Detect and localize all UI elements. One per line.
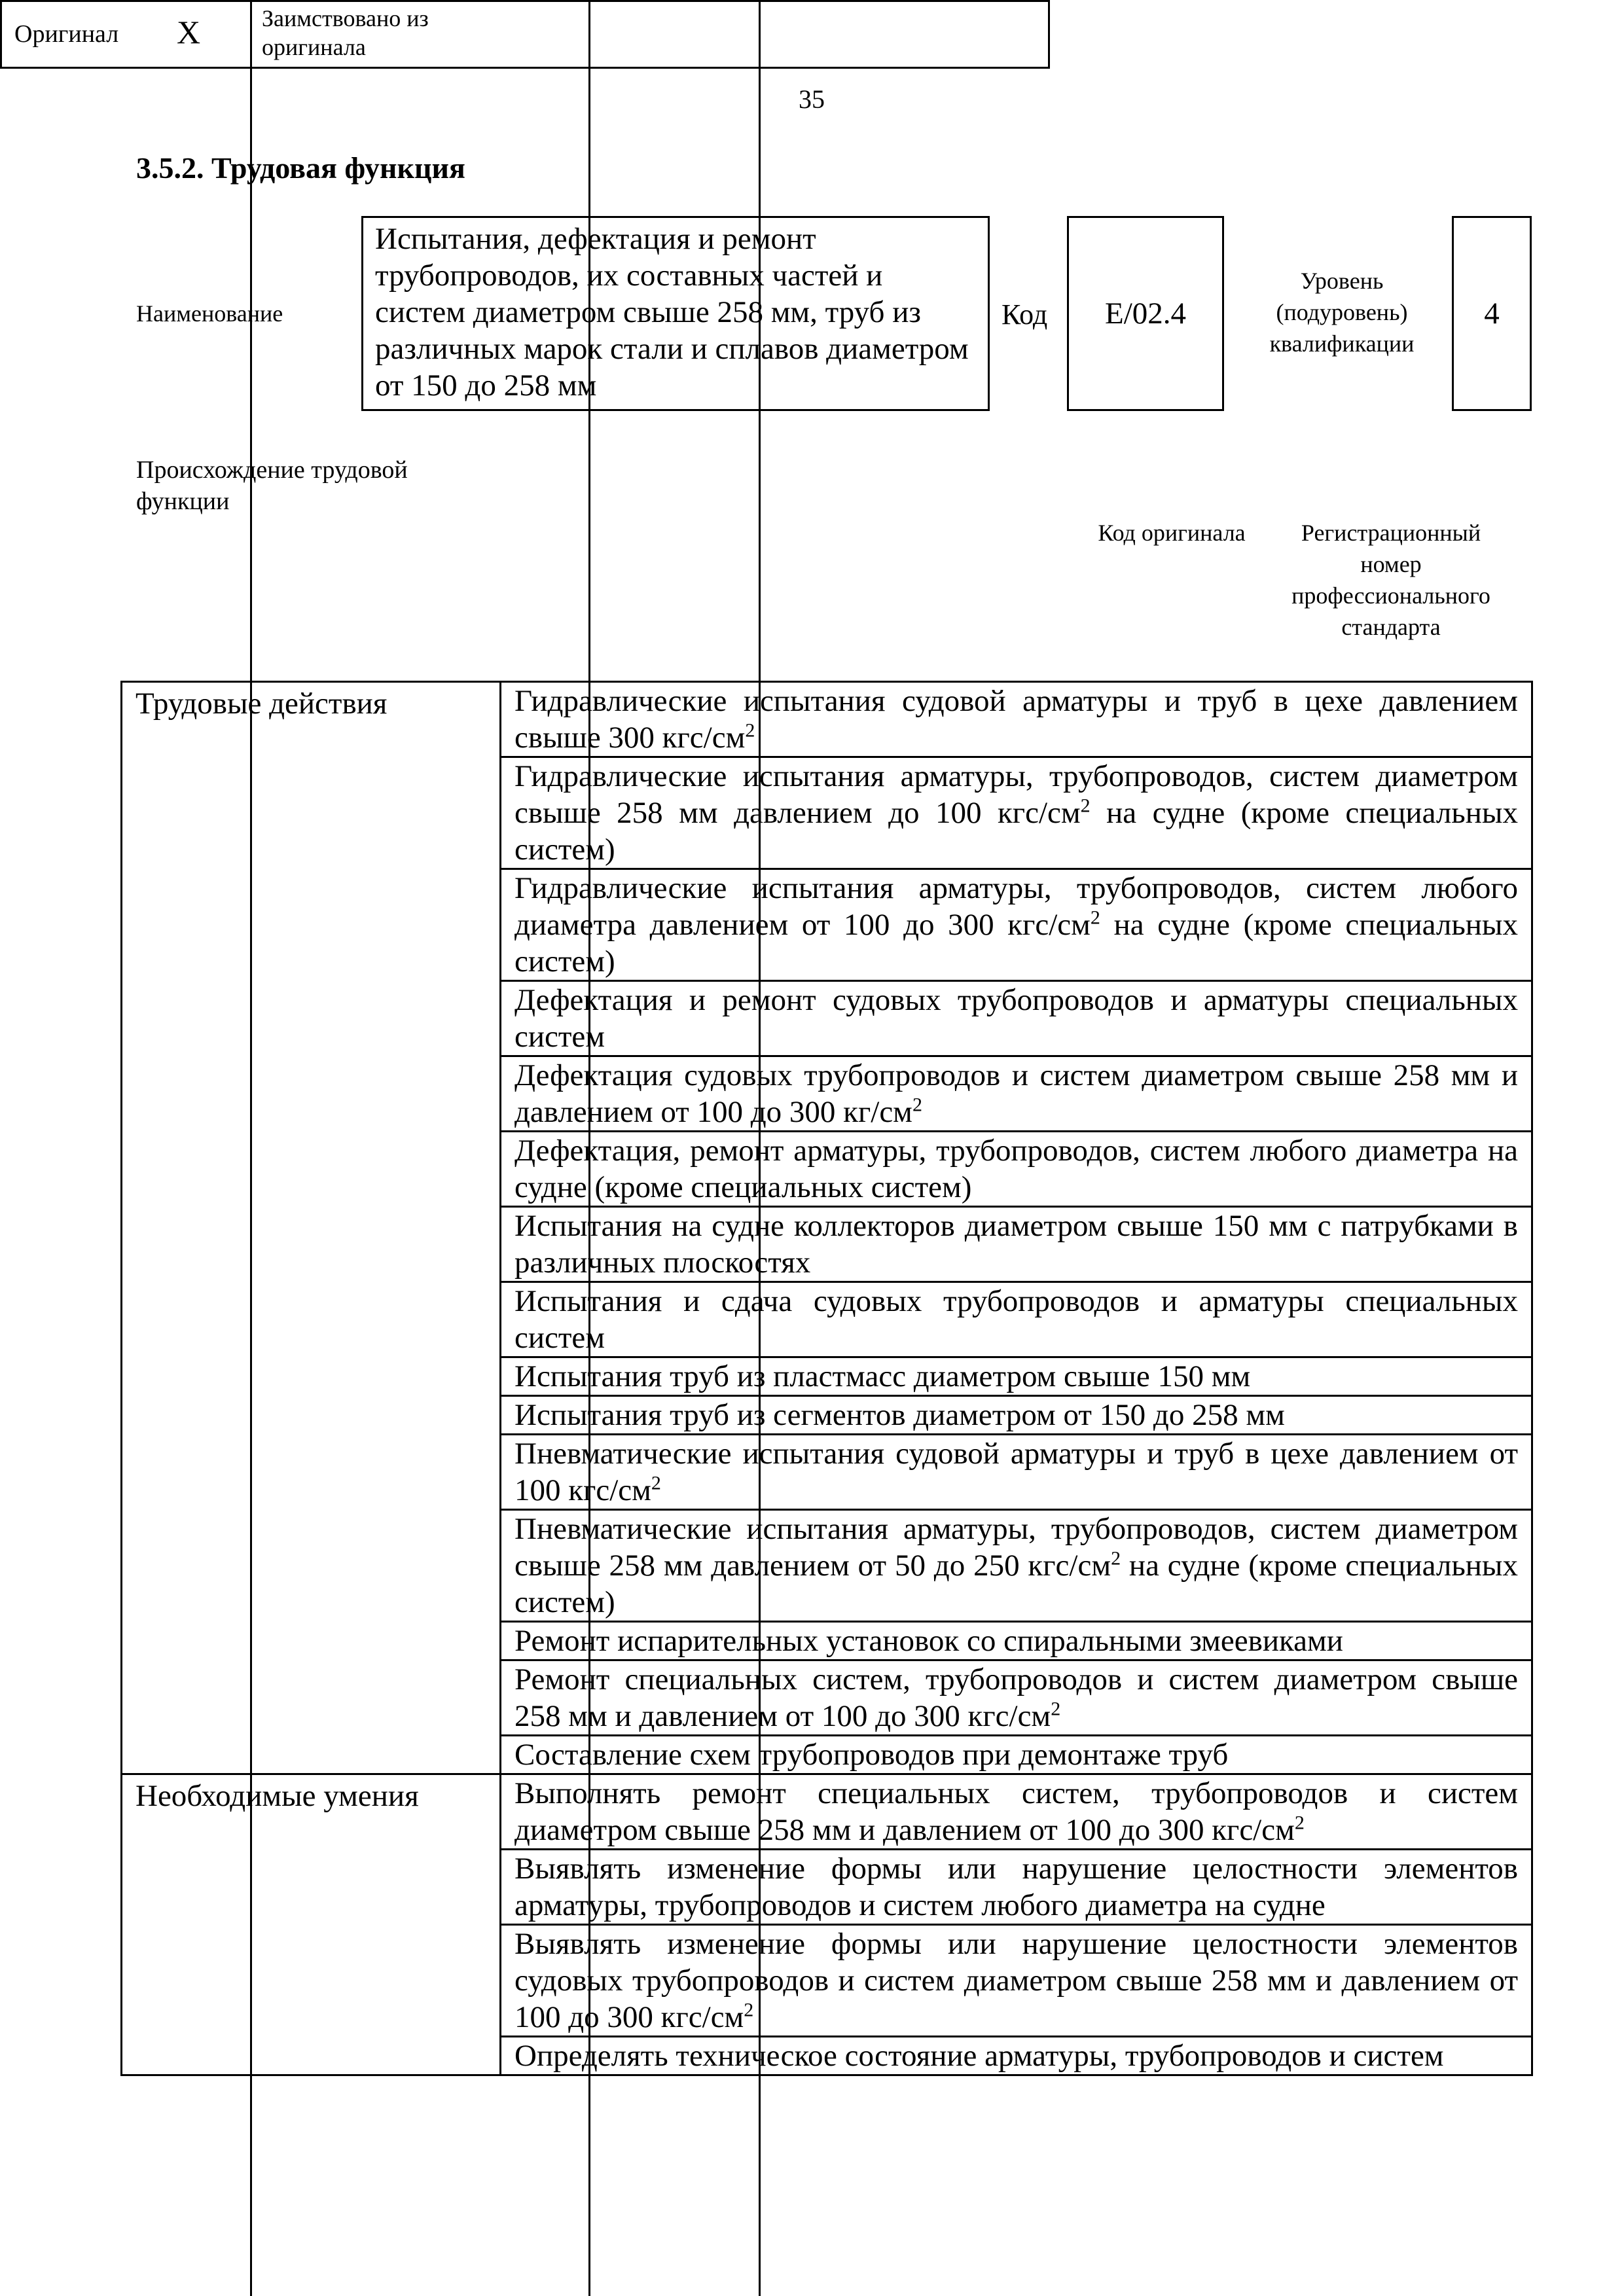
cell-text-tail: на судне (кроме специальных систем) — [514, 908, 1518, 978]
table-cell — [501, 1357, 1532, 1396]
table-cell — [501, 1622, 1532, 1660]
code-label: Код — [1001, 298, 1048, 331]
cell-text: Пневматические испытания судовой арматуры и труб в цехе давлением от 100 кгс/см — [514, 1437, 1518, 1507]
cell-text: Дефектация судовых трубопроводов и систем диаметром свыше 258 мм и давлением от 100 до 300 кг/см — [514, 1058, 1518, 1129]
cell-text: Ремонт специальных систем, трубопроводов и систем диаметром свыше 258 мм и давлением от 100 до 300 кгс/см — [514, 1662, 1518, 1733]
cell-text: Выполнять ремонт специальных систем, трубопроводов и систем диаметром свыше 258 мм и давлением от 100 до 300 кгс/см — [514, 1776, 1518, 1847]
cell-text: Гидравлические испытания судовой арматуры и труб в цехе давлением свыше 300 кгс/см — [514, 684, 1518, 755]
table-cell — [501, 1774, 1532, 1850]
cell-text: Дефектация и ремонт судовых трубопроводов и арматуры специальных систем — [514, 983, 1518, 1054]
borrowed-label: Заимствовано из оригинала — [262, 5, 429, 60]
labor-actions-label: Трудовые действия — [122, 682, 501, 1774]
table-cell — [501, 1132, 1532, 1207]
table-cell — [501, 1736, 1532, 1774]
cell-text: Испытания труб из сегментов диаметром от 150 до 258 мм — [514, 1398, 1285, 1432]
cell-text: Определять техническое состояние арматуры, трубопроводов и систем — [514, 2039, 1444, 2073]
cell-text: Составление схем трубопроводов при демонтаже труб — [514, 1738, 1229, 1772]
superscript: 2 — [744, 1999, 754, 2021]
table-cell — [501, 1925, 1532, 2037]
table-cell — [501, 757, 1532, 869]
table-cell — [501, 869, 1532, 981]
table-cell — [501, 981, 1532, 1056]
original-mark: X — [177, 14, 201, 50]
cell-text: Испытания на судне коллекторов диаметром свыше 150 мм с патрубками в различных плоскостях — [514, 1209, 1518, 1280]
function-name-box — [361, 216, 990, 411]
superscript: 2 — [1080, 795, 1091, 817]
section-title: 3.5.2. Трудовая функция — [136, 151, 465, 185]
cell-text: Выявлять изменение формы или нарушение целостности элементов арматуры, трубопроводов и систем любого диаметра на судне — [514, 1852, 1518, 1922]
cell-text: Испытания труб из пластмасс диаметром свыше 150 мм — [514, 1359, 1251, 1393]
function-name: Испытания, дефектация и ремонт трубопроводов, их составных частей и систем диаметром свыше 258 мм, труб из различных марок стали и сплавов диаметром от 150 до 258 мм — [375, 222, 969, 403]
superscript: 2 — [1051, 1698, 1061, 1720]
table-cell — [501, 1660, 1532, 1736]
origin-row — [0, 0, 1050, 69]
table-cell — [501, 1207, 1532, 1282]
cell-text: Пневматические испытания арматуры, трубопроводов, систем диаметром свыше 258 мм давлением от 50 до 250 кгс/см — [514, 1512, 1518, 1583]
superscript: 2 — [745, 719, 755, 742]
cell-text: Выявлять изменение формы или нарушение целостности элементов судовых трубопроводов и систем диаметром свыше 258 мм и давлением от 100 до 300 кгс/см — [514, 1927, 1518, 2034]
code-value: E/02.4 — [1104, 296, 1187, 331]
table-row — [122, 1774, 1532, 1850]
skills-label: Необходимые умения — [122, 1774, 501, 2075]
cell-text: Дефектация, ремонт арматуры, трубопроводов, систем любого диаметра на судне (кроме специальных систем) — [514, 1134, 1518, 1204]
level-value: 4 — [1484, 296, 1500, 331]
table-cell — [501, 2037, 1532, 2075]
cell-text: Гидравлические испытания арматуры, трубопроводов, систем диаметром свыше 258 мм давлением до 100 кгс/см — [514, 759, 1518, 830]
table-cell — [501, 682, 1532, 757]
cell-text: Гидравлические испытания арматуры, трубопроводов, систем любого диаметра давлением от 100 до 300 кгс/см — [514, 871, 1518, 942]
page-number: 35 — [799, 84, 825, 114]
table-cell — [501, 1282, 1532, 1357]
table-cell — [501, 1056, 1532, 1132]
superscript: 2 — [1111, 1547, 1121, 1570]
table-row — [122, 682, 1532, 757]
table-cell — [501, 1435, 1532, 1510]
level-box — [1452, 216, 1532, 411]
original-label: Оригинал — [14, 20, 119, 48]
name-label: Наименование — [136, 300, 283, 327]
level-label: Уровень (подуровень) квалификации — [1269, 268, 1415, 357]
labor-function-table — [120, 681, 1533, 2076]
superscript: 2 — [1090, 906, 1100, 929]
table-cell — [501, 1510, 1532, 1622]
superscript: 2 — [912, 1094, 922, 1116]
origin-label: Происхождение трудовой функции — [136, 456, 408, 515]
superscript: 2 — [651, 1472, 661, 1494]
cell-text: Ремонт испарительных установок со спиральными змеевиками — [514, 1624, 1343, 1658]
table-cell — [501, 1850, 1532, 1925]
cell-text-tail: на судне (кроме специальных систем) — [514, 1549, 1518, 1619]
code-of-original-label: Код оригинала — [1098, 520, 1246, 546]
cell-text: Испытания и сдача судовых трубопроводов и арматуры специальных систем — [514, 1284, 1518, 1355]
table-cell — [501, 1396, 1532, 1435]
superscript: 2 — [1294, 1812, 1305, 1834]
code-box — [1067, 216, 1224, 411]
reg-number-label: Регистрационный номер профессионального стандарта — [1291, 520, 1490, 640]
cell-text-tail: на судне (кроме специальных систем) — [514, 796, 1518, 867]
